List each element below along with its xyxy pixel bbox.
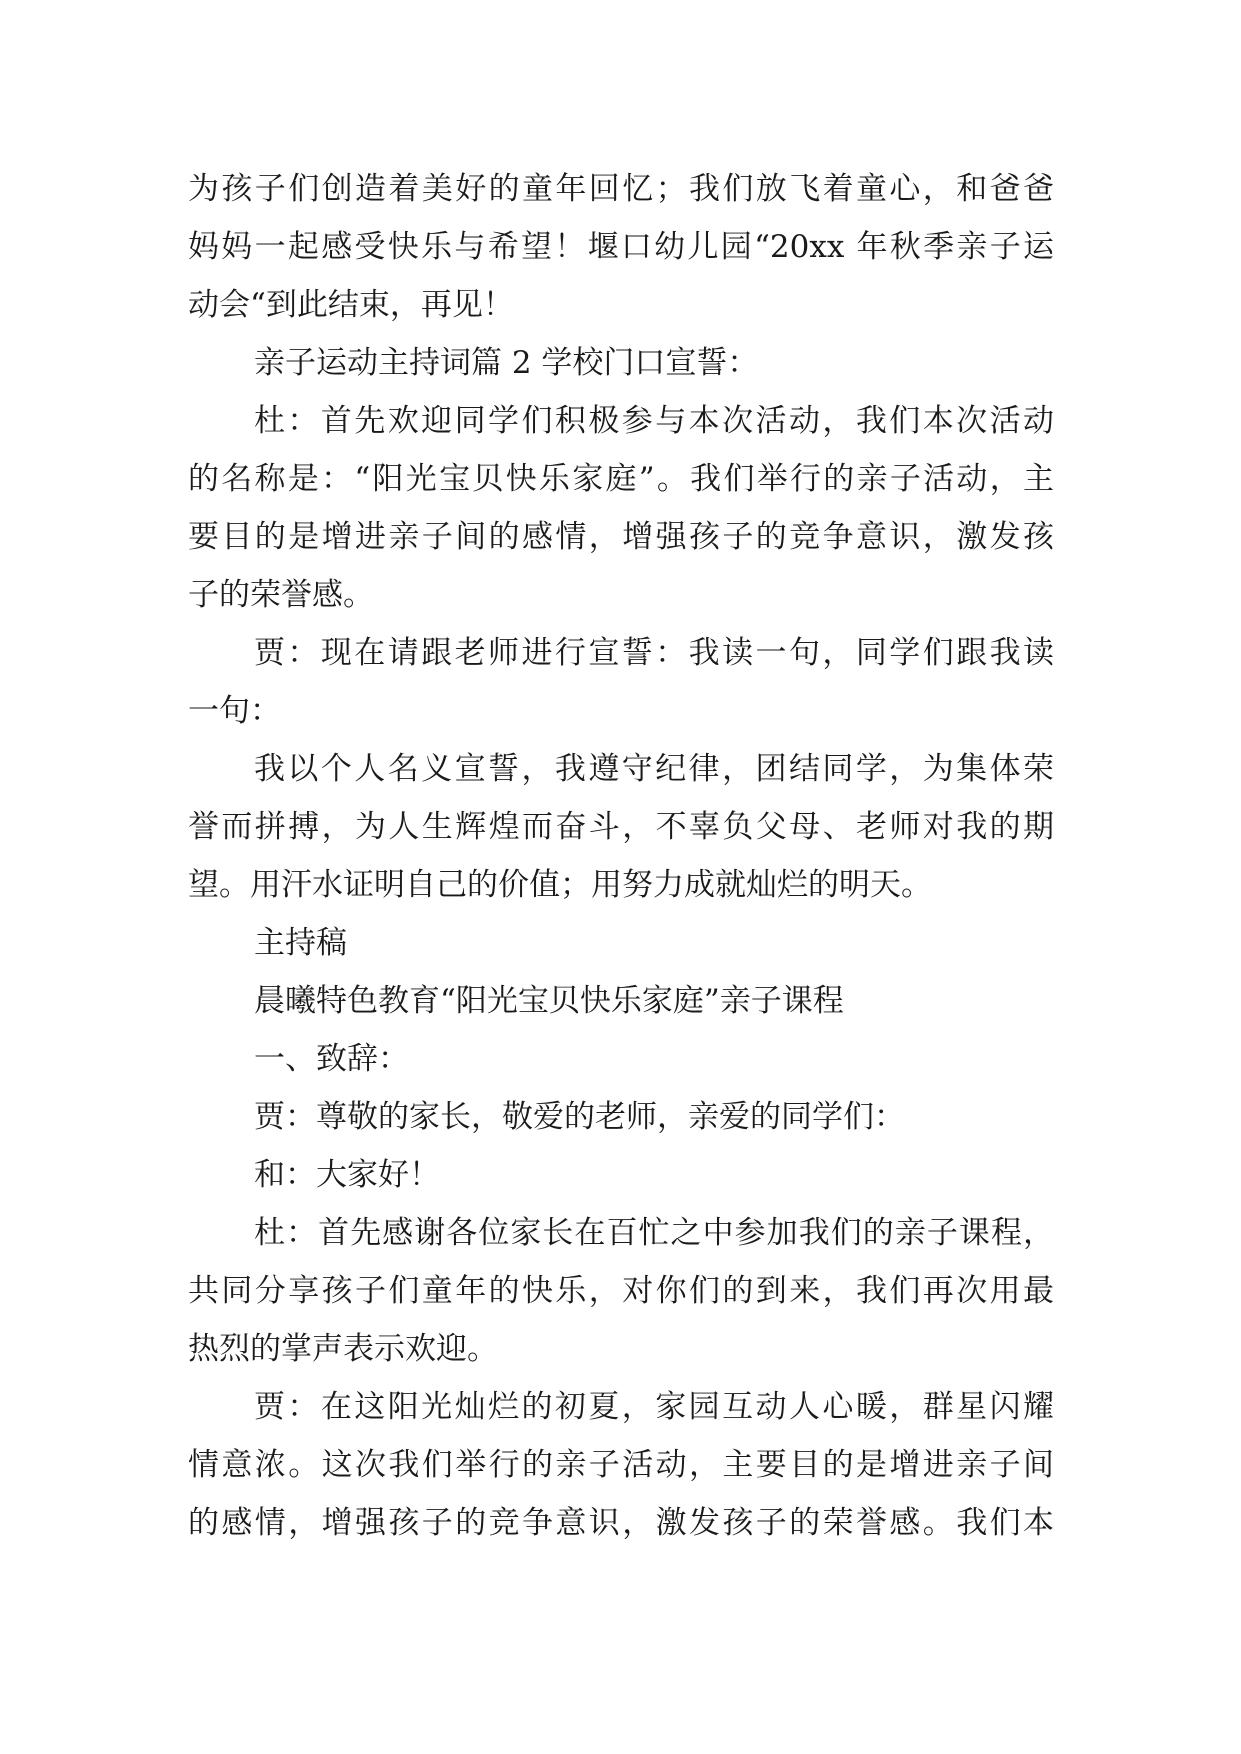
text-line: 要目的是增进亲子间的感情，增强孩子的竞争意识，激发孩	[188, 519, 1054, 555]
text-line: 子的荣誉感。	[188, 577, 374, 613]
text-line: 誉而拼搏，为人生辉煌而奋斗，不辜负父母、老师对我的期	[188, 809, 1054, 845]
text-line: 动会“到此结束，再见！	[188, 287, 514, 323]
text-line: 一句：	[188, 693, 281, 729]
text-line: 晨曦特色教育“阳光宝贝快乐家庭”亲子课程	[254, 983, 844, 1019]
text-line: 共同分享孩子们童年的快乐，对你们的到来，我们再次用最	[188, 1273, 1054, 1309]
text-line: 情意浓。这次我们举行的亲子活动，主要目的是增进亲子间	[188, 1447, 1054, 1483]
text-line: 妈妈一起感受快乐与希望！堰口幼儿园“20xx 年秋季亲子运	[188, 229, 1054, 265]
document-body	[188, 160, 1054, 1552]
text-line: 的感情，增强孩子的竞争意识，激发孩子的荣誉感。我们本	[188, 1505, 1054, 1541]
text-line: 和：大家好！	[254, 1157, 440, 1193]
text-line: 贾：尊敬的家长，敬爱的老师，亲爱的同学们：	[254, 1099, 905, 1135]
text-line: 为孩子们创造着美好的童年回忆；我们放飞着童心，和爸爸	[188, 171, 1054, 207]
text-line: 杜：首先感谢各位家长在百忙之中参加我们的亲子课程，	[254, 1215, 1054, 1251]
text-line: 一、致辞：	[254, 1041, 409, 1077]
text-line: 贾：在这阳光灿烂的初夏，家园互动人心暖，群星闪耀	[254, 1389, 1054, 1425]
text-line: 的名称是：“阳光宝贝快乐家庭”。我们举行的亲子活动，主	[188, 461, 1054, 497]
text-line: 杜：首先欢迎同学们积极参与本次活动，我们本次活动	[254, 403, 1054, 439]
text-line: 热烈的掌声表示欢迎。	[188, 1331, 498, 1367]
text-line: 望。用汗水证明自己的价值；用努力成就灿烂的明天。	[188, 867, 932, 903]
text-line: 主持稿	[254, 925, 347, 961]
text-line: 我以个人名义宣誓，我遵守纪律，团结同学，为集体荣	[254, 751, 1054, 787]
text-line: 亲子运动主持词篇 2 学校门口宣誓：	[254, 345, 759, 381]
text-line: 贾：现在请跟老师进行宣誓：我读一句，同学们跟我读	[254, 635, 1054, 671]
